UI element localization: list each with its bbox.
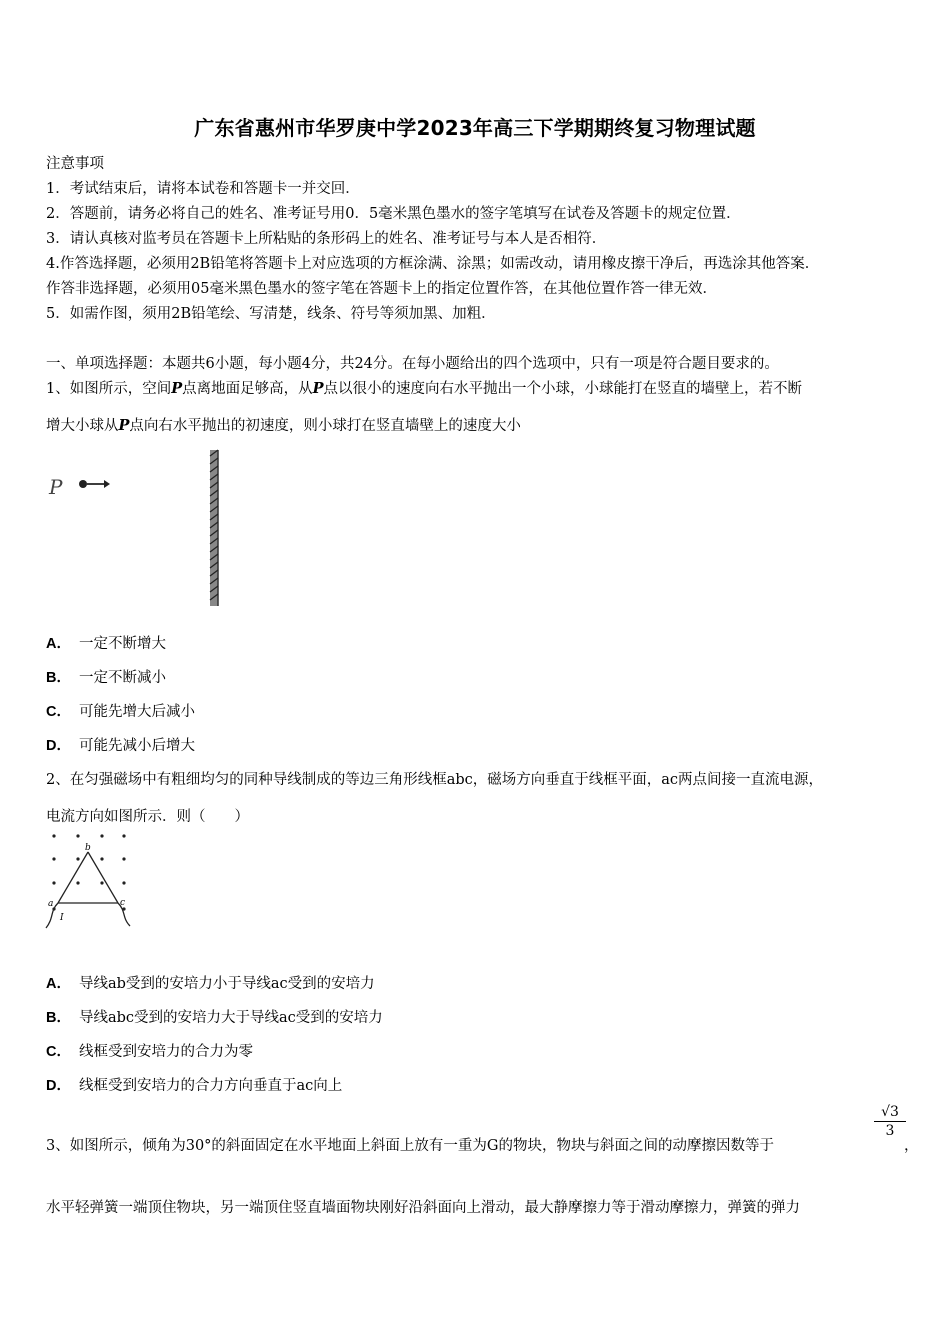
wall-icon: [210, 450, 218, 606]
q1-stem-line1: [46, 377, 802, 398]
q1-var-p: P: [171, 380, 183, 397]
q2-label-b: b: [85, 843, 91, 853]
option-text: 导线ab受到的安培力小于导线ac受到的安培力: [78, 976, 375, 992]
q1-figure-label-p: P: [49, 475, 63, 499]
q1-option-b: [46, 666, 166, 687]
q1-option-a: [46, 632, 166, 653]
q1-text-e: 点向右水平抛出的初速度，则小球打在竖直墙壁上的速度大小: [129, 418, 521, 434]
q2-label-a: a: [48, 899, 54, 909]
fraction-denominator: 3: [885, 1123, 895, 1139]
option-key: A．: [46, 976, 71, 992]
q1-option-c: [46, 700, 195, 721]
q1-option-d: [46, 734, 195, 755]
notice-item-6: 5．如需作图，须用2B铅笔绘、写清楚，线条、符号等须加黑、加粗．: [46, 306, 496, 322]
option-text: 可能先增大后减小: [78, 704, 195, 720]
option-text: 线框受到安培力的合力方向垂直于ac向上: [78, 1078, 343, 1094]
q2-stem-line2: 电流方向如图所示．则（ ）: [46, 809, 249, 825]
option-key: C．: [46, 704, 71, 720]
q1-text-b: 点离地面足够高，从: [182, 381, 313, 397]
q3-fraction: [874, 1104, 906, 1139]
option-key: C．: [46, 1044, 71, 1060]
q3-stem-line2: 水平轻弹簧一端顶住物块，另一端顶住竖直墙面物块刚好沿斜面向上滑动，最大静摩擦力等于滑动摩擦力，弹簧的弹力: [46, 1200, 800, 1216]
ball-icon: [79, 480, 87, 488]
option-key: A．: [46, 636, 71, 652]
q1-stem-line2: [46, 414, 521, 435]
q1-var-p: P: [312, 380, 324, 397]
q1-text-a: 1、如图所示，空间: [46, 381, 172, 397]
q2-stem-line1: 2、在匀强磁场中有粗细均匀的同种导线制成的等边三角形线框abc，磁场方向垂直于线框平面，ac两点间接一直流电源，: [46, 772, 824, 788]
notice-item-4: 4.作答选择题，必须用2B铅笔将答题卡上对应选项的方框涂满、涂黑；如需改动，请用橡皮擦干净后，再选涂其他答案．: [46, 256, 820, 272]
option-key: D．: [46, 738, 71, 754]
page-title: 广东省惠州市华罗庚中学2023年高三下学期期终复习物理试题: [194, 116, 756, 140]
notice-item-3: 3．请认真核对监考员在答题卡上所粘贴的条形码上的姓名、准考证号与本人是否相符．: [46, 231, 607, 247]
option-text: 一定不断增大: [78, 636, 166, 652]
option-text: 导线abc受到的安培力大于导线ac受到的安培力: [78, 1010, 383, 1026]
q2-label-current: I: [60, 913, 64, 923]
q2-option-b: [46, 1006, 383, 1027]
fraction-numerator: √3: [874, 1104, 906, 1122]
q2-option-a: [46, 972, 375, 993]
notice-item-1: 1．考试结束后，请将本试卷和答题卡一并交回．: [46, 181, 360, 197]
q1-var-p: P: [118, 417, 130, 434]
q1-text-d: 增大小球从: [46, 418, 119, 434]
q3-comma: ，: [904, 1138, 919, 1154]
q1-text-c: 点以很小的速度向右水平抛出一个小球，小球能打在竖直的墙壁上，若不断: [323, 381, 803, 397]
triangle-frame-icon: [46, 852, 130, 928]
q1-figure: [44, 446, 234, 611]
notice-item-2: 2．答题前，请务必将自己的姓名、准考证号用0．5毫米黑色墨水的签字笔填写在试卷及答题卡的规定位置．: [46, 206, 741, 222]
arrow-head-icon: [104, 480, 110, 488]
notice-item-5: 作答非选择题，必须用05毫米黑色墨水的签字笔在答题卡上的指定位置作答，在其他位置作答一律无效．: [46, 281, 717, 297]
notice-heading: 注意事项: [46, 156, 104, 172]
q2-option-d: [46, 1074, 342, 1095]
q2-label-c: c: [120, 898, 126, 908]
option-key: B．: [46, 670, 71, 686]
section-heading: 一、单项选择题：本题共6小题，每小题4分，共24分。在每小题给出的四个选项中，只有一项是符合题目要求的。: [46, 356, 779, 372]
option-key: B．: [46, 1010, 71, 1026]
option-text: 可能先减小后增大: [78, 738, 195, 754]
option-text: 线框受到安培力的合力为零: [78, 1044, 253, 1060]
q3-stem-line1: 3、如图所示，倾角为30°的斜面固定在水平地面上斜面上放有一重为G的物块，物块与斜面之间的动摩擦因数等于: [46, 1138, 775, 1154]
q2-option-c: [46, 1040, 253, 1061]
option-key: D．: [46, 1078, 71, 1094]
q2-figure: [40, 826, 140, 936]
option-text: 一定不断减小: [78, 670, 166, 686]
